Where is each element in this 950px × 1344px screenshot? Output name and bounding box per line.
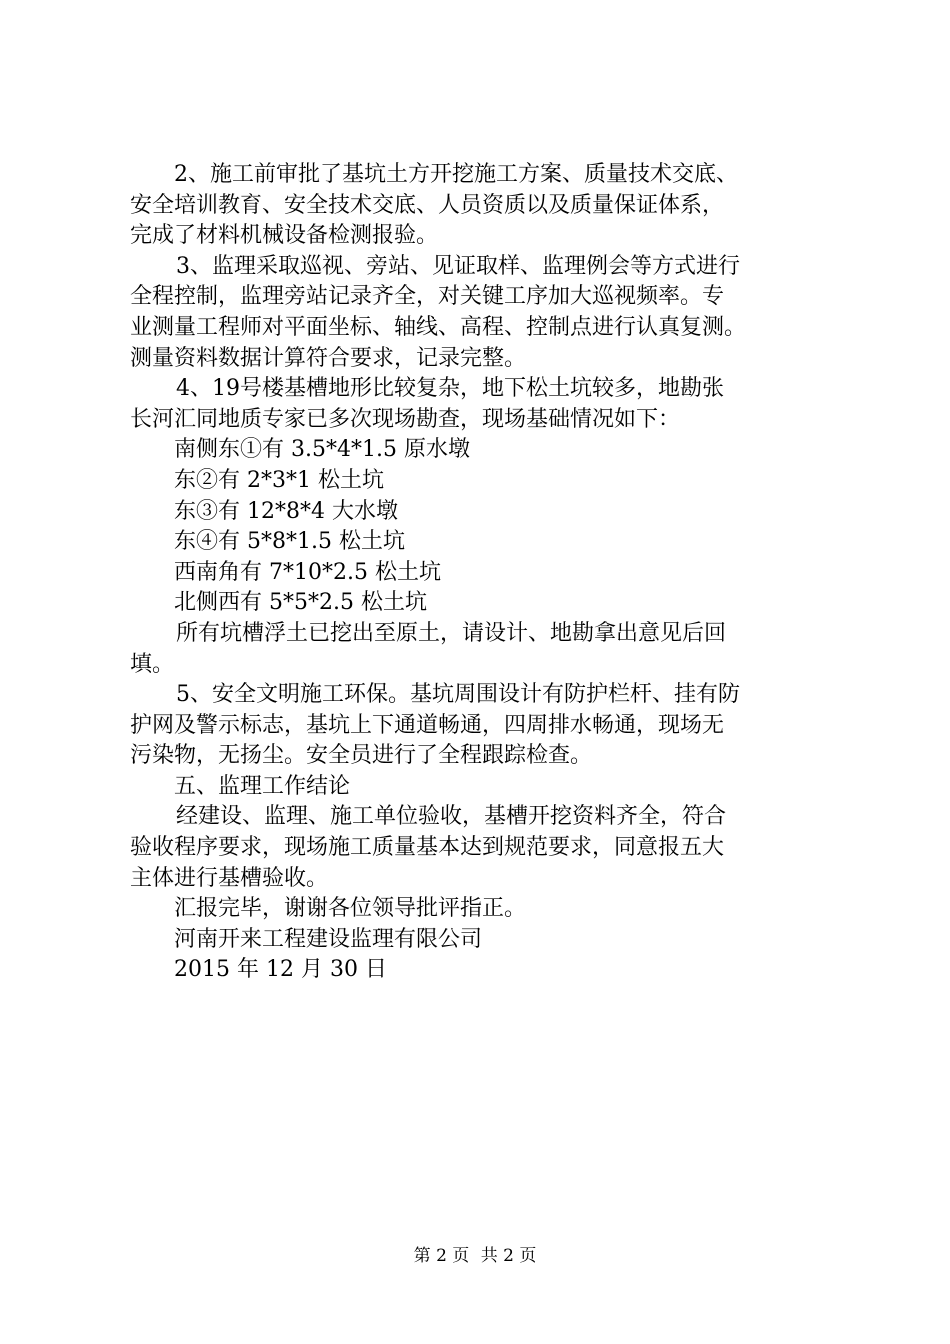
page-footer <box>0 1246 950 1266</box>
text-line: 3、监理采取巡视、旁站、见证取样、监理例会等方式进行 <box>176 253 740 279</box>
paragraph-item-3 <box>130 252 850 374</box>
text-line: 主体进行基槽验收。 <box>130 865 329 891</box>
site-condition-item: 北侧西有 5*5*2.5 松土坑 <box>174 590 427 616</box>
page-number: 第 2 页 <box>413 1246 470 1266</box>
text-line: 经建设、监理、施工单位验收，基槽开挖资料齐全，符合 <box>176 804 727 830</box>
page-total: 共 2 页 <box>480 1246 537 1266</box>
text-line: 安全培训教育、安全技术交底、人员资质以及质量保证体系， <box>130 192 725 218</box>
text-line: 测量资料数据计算符合要求，记录完整。 <box>130 345 527 371</box>
paragraph-item-5 <box>130 680 850 772</box>
site-condition-item: 东②有 2*3*1 松土坑 <box>174 467 384 493</box>
site-condition-item: 南侧东①有 3.5*4*1.5 原水墩 <box>174 437 470 463</box>
section-heading-text: 五、监理工作结论 <box>174 773 351 799</box>
text-line: 业测量工程师对平面坐标、轴线、高程、控制点进行认真复测。 <box>130 314 747 340</box>
text-line: 完成了材料机械设备检测报验。 <box>130 223 439 249</box>
paragraph-conclusion <box>130 802 850 894</box>
section-heading <box>130 772 850 803</box>
paragraph-backfill-note <box>130 619 850 680</box>
text-line: 验收程序要求，现场施工质量基本达到规范要求，同意报五大 <box>130 835 725 861</box>
text-line: 全程控制，监理旁站记录齐全，对关键工序加大巡视频率。专 <box>130 284 725 310</box>
document-body <box>130 160 850 986</box>
text-line: 所有坑槽浮土已挖出至原土，请设计、地勘拿出意见后回 <box>176 620 727 646</box>
paragraph-item-4 <box>130 374 850 435</box>
text-line: 2、施工前审批了基坑土方开挖施工方案、质量技术交底、 <box>174 162 738 187</box>
paragraph-item-2 <box>130 160 850 252</box>
text-line: 污染物，无扬尘。安全员进行了全程跟踪检查。 <box>130 743 593 769</box>
text-line: 5、安全文明施工环保。基坑周围设计有防护栏杆、挂有防 <box>176 682 740 708</box>
site-condition-item: 西南角有 7*10*2.5 松土坑 <box>174 559 441 585</box>
text-line: 护网及警示标志，基坑上下通道畅通，四周排水畅通，现场无 <box>130 712 725 738</box>
signature-date <box>130 955 850 986</box>
text-line: 长河汇同地质专家已多次现场勘查，现场基础情况如下： <box>130 406 681 432</box>
company-name: 河南开来工程建设监理有限公司 <box>174 926 483 952</box>
document-date: 2015 年 12 月 30 日 <box>174 957 387 983</box>
site-condition-item: 东④有 5*8*1.5 松土坑 <box>174 529 405 555</box>
paragraph-closing <box>130 894 850 925</box>
text-line: 填。 <box>130 651 175 677</box>
text-line: 4、19号楼基槽地形比较复杂，地下松土坑较多，地勘张 <box>176 376 724 402</box>
closing-text: 汇报完毕，谢谢各位领导批评指正。 <box>174 896 527 922</box>
site-conditions-list <box>130 435 850 619</box>
signature-company <box>130 925 850 956</box>
site-condition-item: 东③有 12*8*4 大水墩 <box>174 498 398 524</box>
